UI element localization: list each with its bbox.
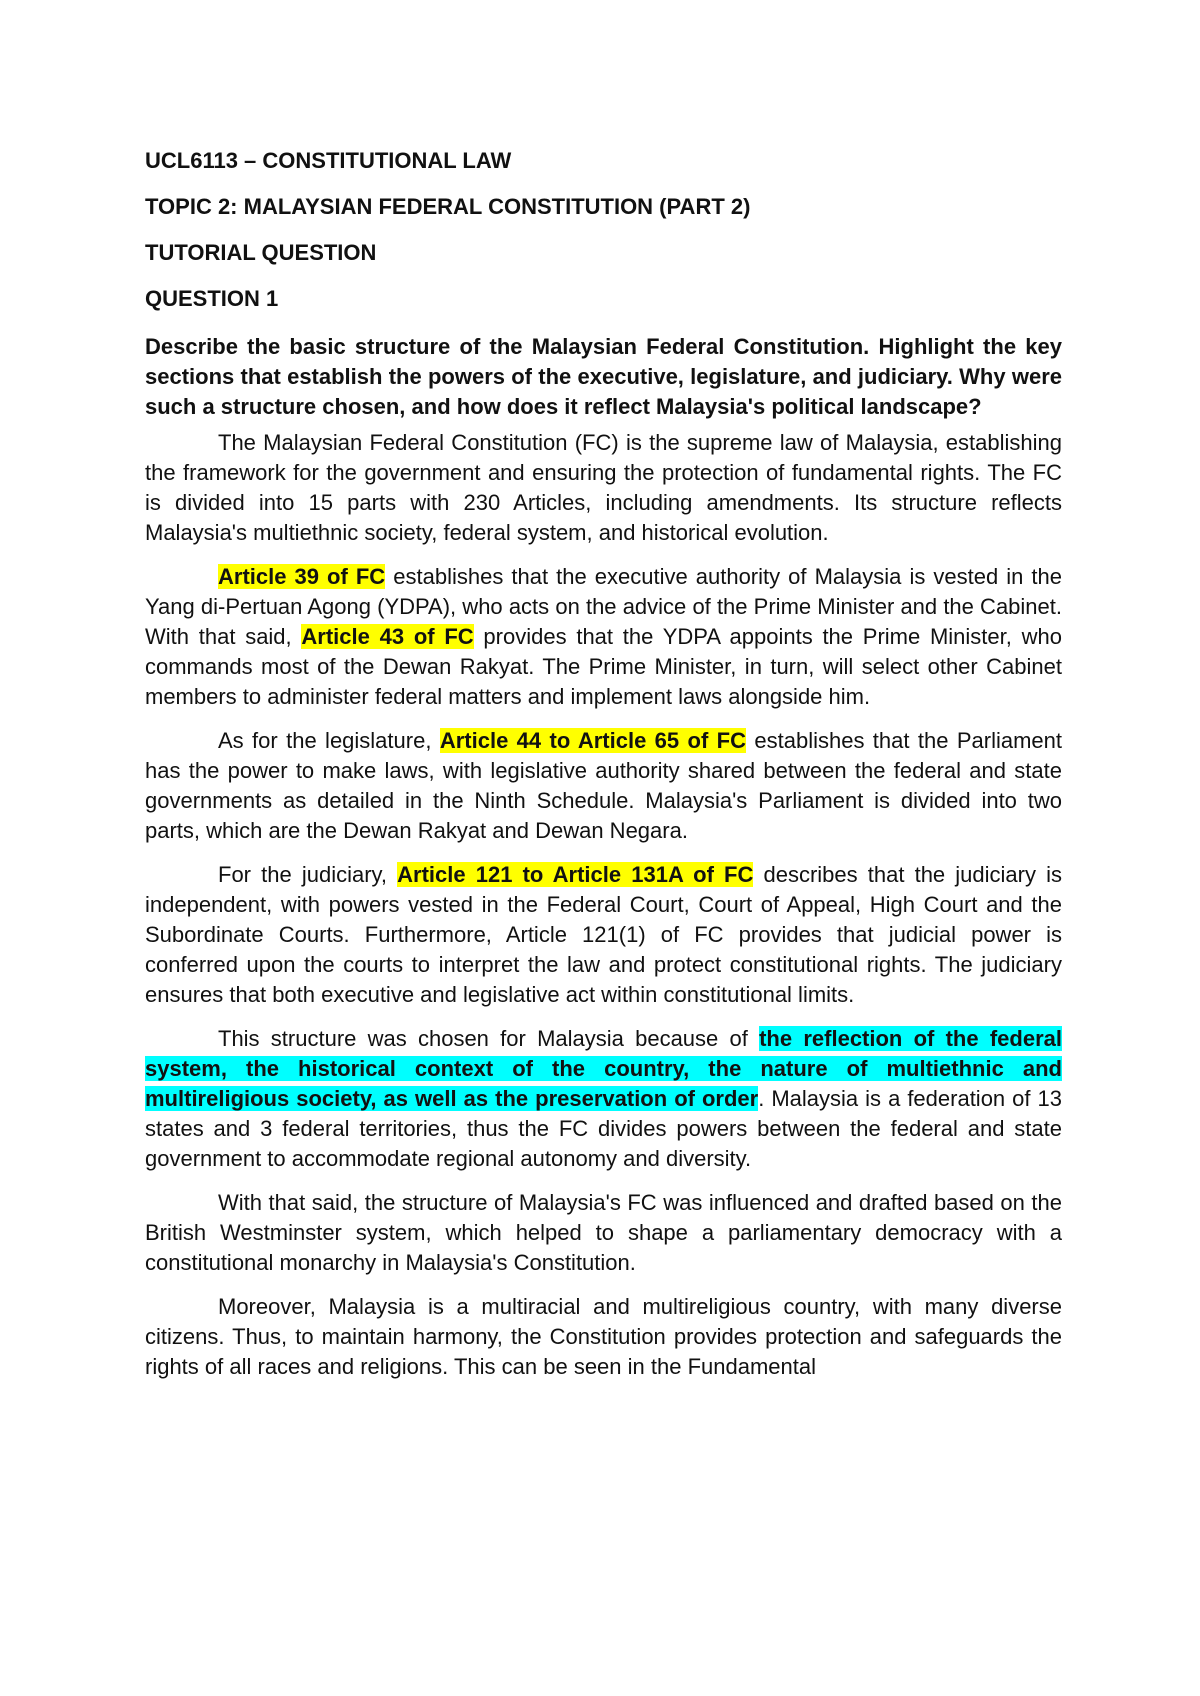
paragraph-executive-text-2: provides that the YDPA appoints the Prime Minister, who commands most of the Dewan Rakyat. The Prime Minister, in turn, will select other Cabinet members to administer federal matters and implement laws alongside him. (145, 624, 1062, 709)
paragraph-legislature-text-2: establishes that the Parliament has the power to make laws, with legislative authority shared between the federal and state governments as detailed in the Ninth Schedule. Malaysia's Parliament is divided into two parts, which are the Dewan Rakyat and Dewan Negara. (145, 728, 1062, 843)
question-number: QUESTION 1 (145, 286, 279, 311)
highlight-article-121-131a: Article 121 to Article 131A of FC (397, 862, 754, 887)
paragraph-judiciary-text-1: For the judiciary, (218, 862, 398, 887)
paragraph-reasons-text-2: . Malaysia is a federation of 13 states and 3 federal territories, thus the FC divides powers between the federal and state government to accommodate regional autonomy and diversity. (145, 1086, 1063, 1171)
highlight-article-44-65: Article 44 to Article 65 of FC (439, 728, 746, 753)
highlight-reasons: the reflection of the federal system, the historical context of the country, the nature of multiethnic and multireligious society, as well as the preservation of order (145, 1026, 1062, 1111)
paragraph-multiracial: Moreover, Malaysia is a multiracial and multireligious country, with many diverse citizens. Thus, to maintain harmony, the Constitution provides protection and safeguards the rights of all races and religions. This can be seen in the Fundamental (145, 1294, 1062, 1379)
paragraph-executive-text-1: establishes that the executive authority of Malaysia is vested in the Yang di-Pertuan Agong (YDPA), who acts on the advice of the Prime Minister and the Cabinet. With that said, (145, 564, 1063, 649)
paragraph-judiciary-text-2: describes that the judiciary is independent, with powers vested in the Federal Court, Court of Appeal, High Court and the Subordinate Courts. Furthermore, Article 121(1) of FC provides that judicial power is conferred upon the courts to interpret the law and protect constitutional rights. The judiciary ensures that both executive and legislative act within constitutional limits. (145, 862, 1062, 1007)
course-title: UCL6113 – CONSTITUTIONAL LAW (145, 148, 512, 173)
paragraph-reasons-text-1: This structure was chosen for Malaysia because of (218, 1026, 760, 1051)
paragraph-executive (145, 562, 1062, 712)
paragraph-westminster: With that said, the structure of Malaysia's FC was influenced and drafted based on the British Westminster system, which helped to shape a parliamentary democracy with a constitutional monarchy in Malaysia's Constitution. (145, 1190, 1062, 1275)
topic-title: TOPIC 2: MALAYSIAN FEDERAL CONSTITUTION (PART 2) (145, 194, 751, 219)
section-title: TUTORIAL QUESTION (145, 240, 377, 265)
paragraph-legislature (145, 726, 1062, 846)
highlight-article-39: Article 39 of FC (218, 564, 386, 589)
question-text: Describe the basic structure of the Malaysian Federal Constitution. Highlight the key sections that establish the powers of the executive, legislature, and judiciary. Why were such a structure chosen, and how does it reflect Malaysia's political landscape? (145, 334, 1062, 419)
paragraph-legislature-text-1: As for the legislature, (218, 728, 440, 753)
highlight-article-43: Article 43 of FC (301, 624, 474, 649)
paragraph-judiciary (145, 860, 1062, 1010)
paragraph-intro: The Malaysian Federal Constitution (FC) is the supreme law of Malaysia, establishing the framework for the government and ensuring the protection of fundamental rights. The FC is divided into 15 parts with 230 Articles, including amendments. Its structure reflects Malaysia's multiethnic society, federal system, and historical evolution. (145, 430, 1062, 545)
paragraph-reasons (145, 1024, 1062, 1174)
